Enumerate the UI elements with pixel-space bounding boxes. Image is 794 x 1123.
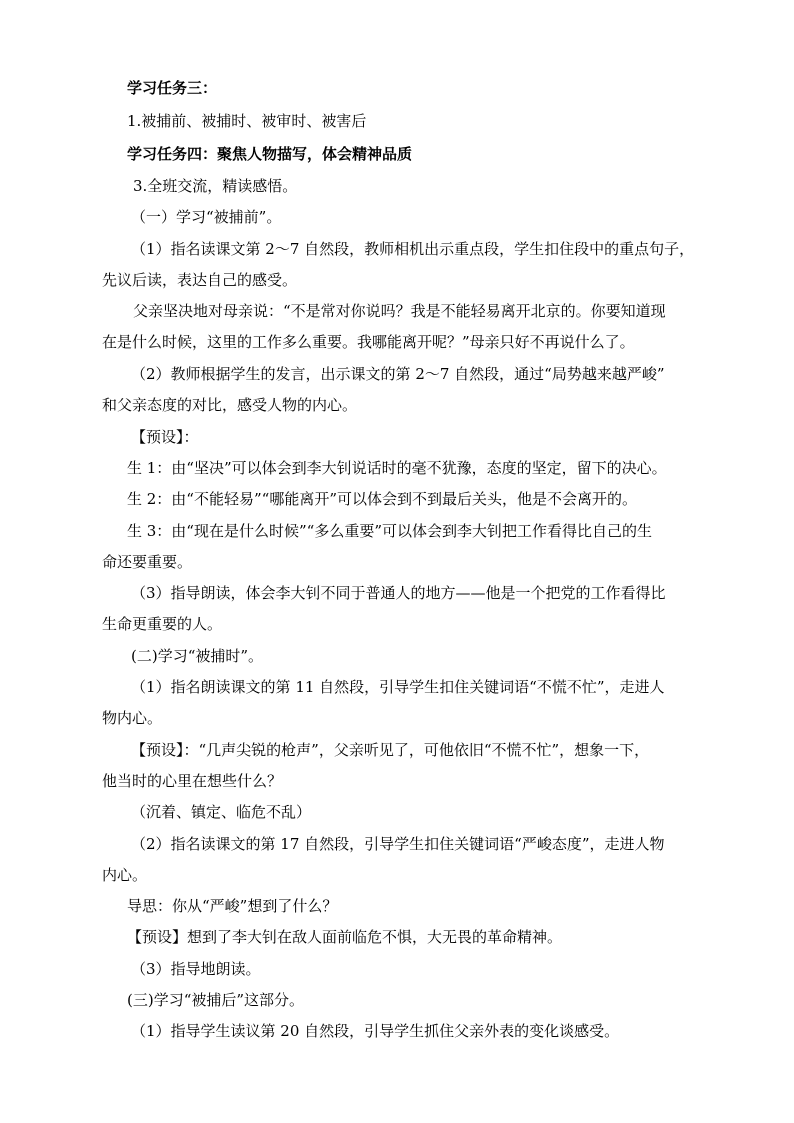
paragraph-line: 生 1：由“坚决”可以体会到李大钊说话时的毫不犹豫，态度的坚定，留下的决心。: [127, 459, 667, 477]
paragraph-line: 3.全班交流，精读感悟。: [133, 177, 298, 195]
preset-label: 【预设】：: [131, 428, 199, 446]
paragraph-line: （1）指名朗读课文的第 11 自然段，引导学生扣住关键词语“不慌不忙”，走进人: [131, 678, 665, 696]
paragraph-line: （2）教师根据学生的发言，出示课文的第 2～7 自然段，通过“局势越来越严峻”: [131, 365, 665, 383]
paragraph-line: 【预设】：“几声尖锐的枪声”，父亲听见了，可他依旧“不慌不忙”，想象一下，: [131, 741, 650, 759]
paragraph-line: 和父亲态度的对比，感受人物的内心。: [102, 396, 358, 414]
section-heading-during-arrest: (二)学习“被捕时”。: [131, 647, 264, 665]
paragraph-line: （3）指导朗读，体会李大钊不同于普通人的地方——他是一个把党的工作看得比: [131, 584, 666, 602]
task-three-item: 1.被捕前、被捕时、被审时、被害后: [127, 112, 367, 130]
task-three-heading: 学习任务三：: [127, 79, 218, 97]
paragraph-line: 生 2：由“不能轻易”“哪能离开”可以体会到不到最后关头，他是不会离开的。: [127, 490, 637, 508]
paragraph-line: 导思：你从“严峻”想到了什么？: [127, 897, 338, 915]
paragraph-line: （3）指导地朗读。: [131, 960, 261, 978]
paragraph-line: （1）指导学生读议第 20 自然段，引导学生抓住父亲外表的变化谈感受。: [131, 1022, 620, 1040]
paragraph-line: 父亲坚决地对母亲说：“不是常对你说吗？我是不能轻易离开北京的。你要知道现: [133, 302, 666, 320]
paragraph-line: 【预设】想到了李大钊在敌人面前临危不惧，大无畏的革命精神。: [127, 928, 563, 946]
section-heading-before-arrest: （一）学习“被捕前”。: [131, 208, 282, 226]
paragraph-line: 内心。: [102, 866, 148, 884]
paragraph-line: 命还要重要。: [102, 553, 193, 571]
paragraph-line: 先议后读，表达自己的感受。: [102, 271, 298, 289]
paragraph-line: 他当时的心里在想些什么？: [102, 772, 283, 790]
section-heading-after-arrest: (三)学习“被捕后”这部分。: [127, 991, 305, 1009]
paragraph-line: 生命更重要的人。: [102, 615, 223, 633]
paragraph-line: （1）指名读课文第 2～7 自然段，教师相机出示重点段，学生扣住段中的重点句子，: [131, 240, 695, 258]
paragraph-line: 在是什么时候，这里的工作多么重要。我哪能离开呢？”母亲只好不再说什么了。: [102, 333, 635, 351]
paragraph-line: 生 3：由“现在是什么时候”“多么重要”可以体会到李大钊把工作看得比自己的生: [127, 522, 652, 540]
task-four-heading: 学习任务四：聚焦人物描写，体会精神品质: [127, 145, 413, 163]
paragraph-line: （沉着、镇定、临危不乱）: [131, 803, 312, 821]
paragraph-line: （2）指名读课文的第 17 自然段，引导学生扣住关键词语“严峻态度”，走进人物: [131, 835, 665, 853]
paragraph-line: 物内心。: [102, 709, 163, 727]
